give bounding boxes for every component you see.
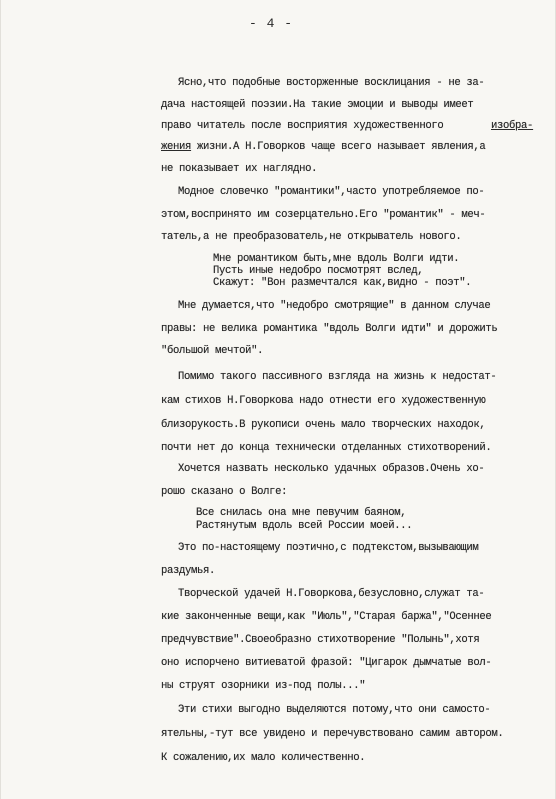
text-line: Мне думается,что "недобро смотрящие" в данном случае	[178, 300, 491, 312]
text-line: правы: не велика романтика "вдоль Волги идти" и дорожить	[161, 323, 498, 335]
text-line: ятельны,-тут все увидено и перечувствовано самим автором.	[161, 728, 504, 740]
text-line: Помимо такого пассивного взгляда на жизнь к недостат-	[178, 371, 497, 383]
verse-line: Все снилась она мне певучим баяном,	[196, 507, 407, 519]
text-line: рошо сказано о Волге:	[161, 486, 288, 498]
text-line: Хочется назвать несколько удачных образов.Очень хо-	[178, 463, 485, 475]
text-line: Эти стихи выгодно выделяются потому,что они самосто-	[178, 704, 491, 716]
verse-line: Пусть иные недобро посмотрят вслед,	[213, 265, 424, 277]
text-line: кие законченные вещи,как "Июль","Старая баржа","Осеннее	[161, 611, 492, 623]
verse-line: Мне романтиком быть,мне вдоль Волги идти.	[213, 253, 460, 265]
text-line: Ясно,что подобные восторженные восклицания - не за-	[178, 77, 485, 89]
text-line: этом,воспринято им созерцательно.Его "романтик" - меч-	[161, 209, 486, 221]
text-line: "большой мечтой".	[161, 345, 264, 357]
text-line: оно испорчено витиеватой фразой: "Цигарок дымчатые вол-	[161, 657, 492, 669]
text-line: раздумья.	[161, 565, 216, 577]
text-line: почти нет до конца технически отделанных стихотворений.	[161, 442, 492, 454]
text-line: предчувствие".Своеобразно стихотворение "Полынь",хотя	[161, 634, 480, 646]
text-line: кам стихов Н.Говоркова надо отнести его художественную	[161, 395, 486, 407]
underlined-word: жения	[161, 141, 192, 153]
text-line: жизни.А Н.Говорков чаще всего называет явления,а	[191, 141, 486, 153]
text-line: дача настоящей поэзии.На такие эмоции и выводы имеет	[161, 99, 474, 111]
text-line: близорукость.В рукописи очень мало творческих находок,	[161, 419, 486, 431]
verse-line: Скажут: "Вон размечтался как,видно - поэт".	[213, 277, 472, 289]
text-line: Это по-настоящему поэтично,с подтекстом,вызывающим	[178, 542, 479, 554]
text-line: татель,а не преобразователь,не открыватель нового.	[161, 231, 462, 243]
page-number: - 4 -	[249, 16, 294, 31]
text-line: ны струят озорники из-под полы..."	[161, 680, 366, 692]
text-line: Модное словечко "романтики",часто употребляемое по-	[178, 186, 485, 198]
text-line: право читатель после восприятия художественного	[161, 120, 450, 132]
text-line: Творческой удачей Н.Говоркова,безусловно,служат та-	[178, 588, 485, 600]
text-line: не показывает их наглядно.	[161, 163, 318, 175]
underlined-word: изобра-	[491, 120, 534, 132]
verse-line: Растянутым вдоль всей России моей...	[196, 520, 413, 532]
text-line: К сожалению,их мало количественно.	[161, 752, 366, 764]
